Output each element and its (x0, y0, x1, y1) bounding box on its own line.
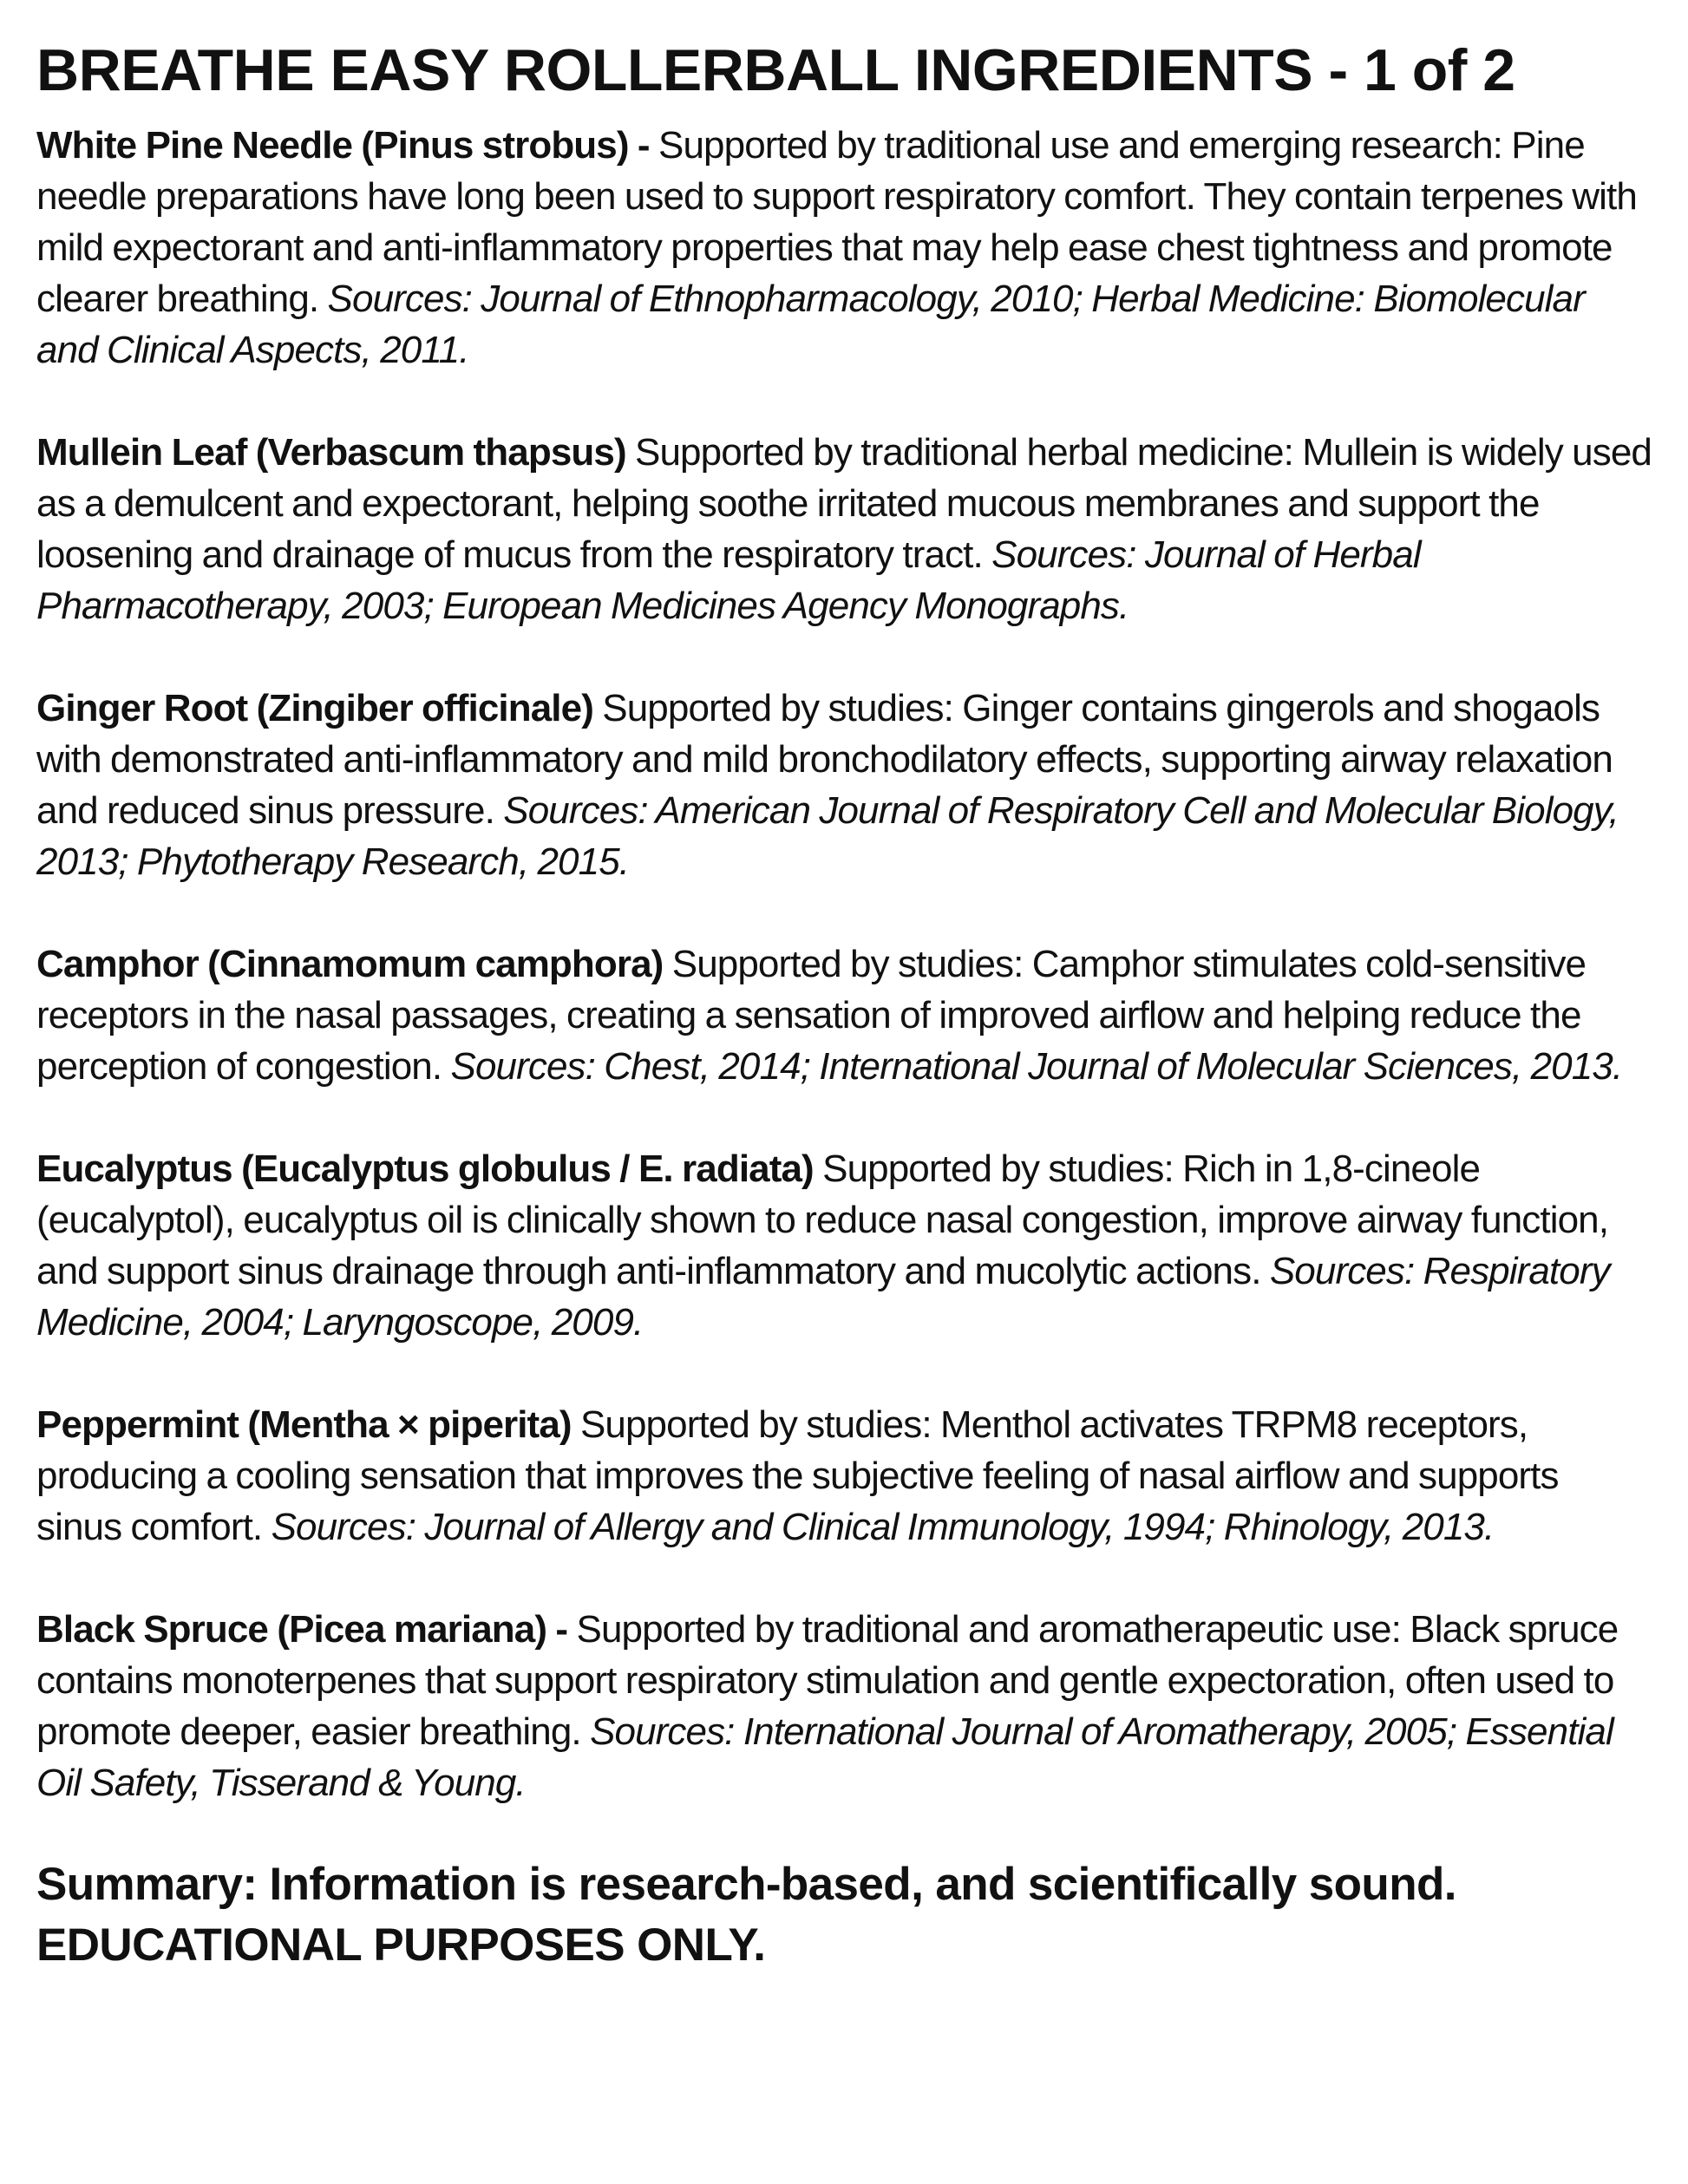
document-page (36, 35, 1652, 1976)
ingredient-name: Camphor (Cinnamomum camphora) (36, 943, 664, 985)
ingredient-description: Supported by traditional use and emerging research: Pine needle preparations have long been used to support respiratory comfort. They contain terpenes with mild expectorant and anti-inflammatory properties that may help ease chest tightness and promote clearer breathing. (36, 124, 1637, 320)
summary-line: Summary: Information is research-based, and scientifically sound. (36, 1859, 1456, 1910)
page-title: BREATHE EASY ROLLERBALL INGREDIENTS - 1 of 2 (36, 37, 1515, 103)
ingredient-sources: Sources: Journal of Ethnopharmacology, 2010; Herbal Medicine: Biomolecular and Clinical Aspects, 2011. (36, 278, 1585, 371)
ingredient-name: Black Spruce (Picea mariana) - (36, 1608, 568, 1651)
ingredient-sources: Sources: Journal of Allergy and Clinical Immunology, 1994; Rhinology, 2013. (271, 1506, 1495, 1548)
ingredient-description: Supported by traditional and aromatherapeutic use: Black spruce contains monoterpenes that support respiratory stimulation and gentle expectoration, often used to promote deeper, easier breathing. (36, 1608, 1619, 1753)
summary (36, 1854, 1652, 1976)
ingredient-description: Supported by studies: Menthol activates TRPM8 receptors, producing a cooling sensation that improves the subjective feeling of nasal airflow and supports sinus comfort. (36, 1403, 1559, 1548)
ingredient-description: Supported by studies: Camphor stimulates cold-sensitive receptors in the nasal passages, creating a sensation of improved airflow and helping reduce the perception of congestion. (36, 943, 1587, 1088)
ingredient-description: Supported by traditional herbal medicine: Mullein is widely used as a demulcent and expectorant, helping soothe irritated mucous membranes and support the loosening and drainage of mucus from the respiratory tract. (36, 431, 1652, 576)
ingredient-name: Peppermint (Mentha × piperita) (36, 1403, 572, 1446)
ingredient-black-spruce (36, 1604, 1652, 1808)
ingredient-mullein-leaf (36, 427, 1652, 631)
ingredient-sources: Sources: Journal of Herbal Pharmacotherapy, 2003; European Medicines Agency Monographs. (36, 533, 1421, 627)
ingredient-name: Mullein Leaf (Verbascum thapsus) (36, 431, 626, 474)
ingredient-description: Supported by studies: Rich in 1,8-cineole (eucalyptol), eucalyptus oil is clinically shown to reduce nasal congestion, improve airway function, and support sinus drainage through anti-inflammatory and mucolytic actions. (36, 1148, 1609, 1292)
ingredient-white-pine-needle (36, 120, 1652, 376)
ingredient-name: Ginger Root (Zingiber officinale) (36, 687, 593, 729)
ingredient-sources: Sources: Respiratory Medicine, 2004; Laryngoscope, 2009. (36, 1250, 1610, 1344)
ingredient-name: White Pine Needle (Pinus strobus) - (36, 124, 650, 167)
ingredient-camphor (36, 938, 1652, 1092)
ingredient-name: Eucalyptus (Eucalyptus globulus / E. radiata) (36, 1148, 814, 1190)
ingredient-eucalyptus (36, 1143, 1652, 1348)
ingredient-ginger-root (36, 683, 1652, 887)
ingredient-description: Supported by studies: Ginger contains gingerols and shogaols with demonstrated anti-inflammatory and mild bronchodilatory effects, supporting airway relaxation and reduced sinus pressure. (36, 687, 1613, 832)
ingredient-sources: Sources: International Journal of Aromatherapy, 2005; Essential Oil Safety, Tisserand & Young. (36, 1710, 1613, 1804)
ingredient-sources: Sources: Chest, 2014; International Journal of Molecular Sciences, 2013. (450, 1045, 1623, 1088)
ingredient-peppermint (36, 1399, 1652, 1553)
disclaimer-line: EDUCATIONAL PURPOSES ONLY. (36, 1919, 766, 1971)
ingredient-sources: Sources: American Journal of Respiratory Cell and Molecular Biology, 2013; Phytotherapy Research, 2015. (36, 789, 1619, 883)
